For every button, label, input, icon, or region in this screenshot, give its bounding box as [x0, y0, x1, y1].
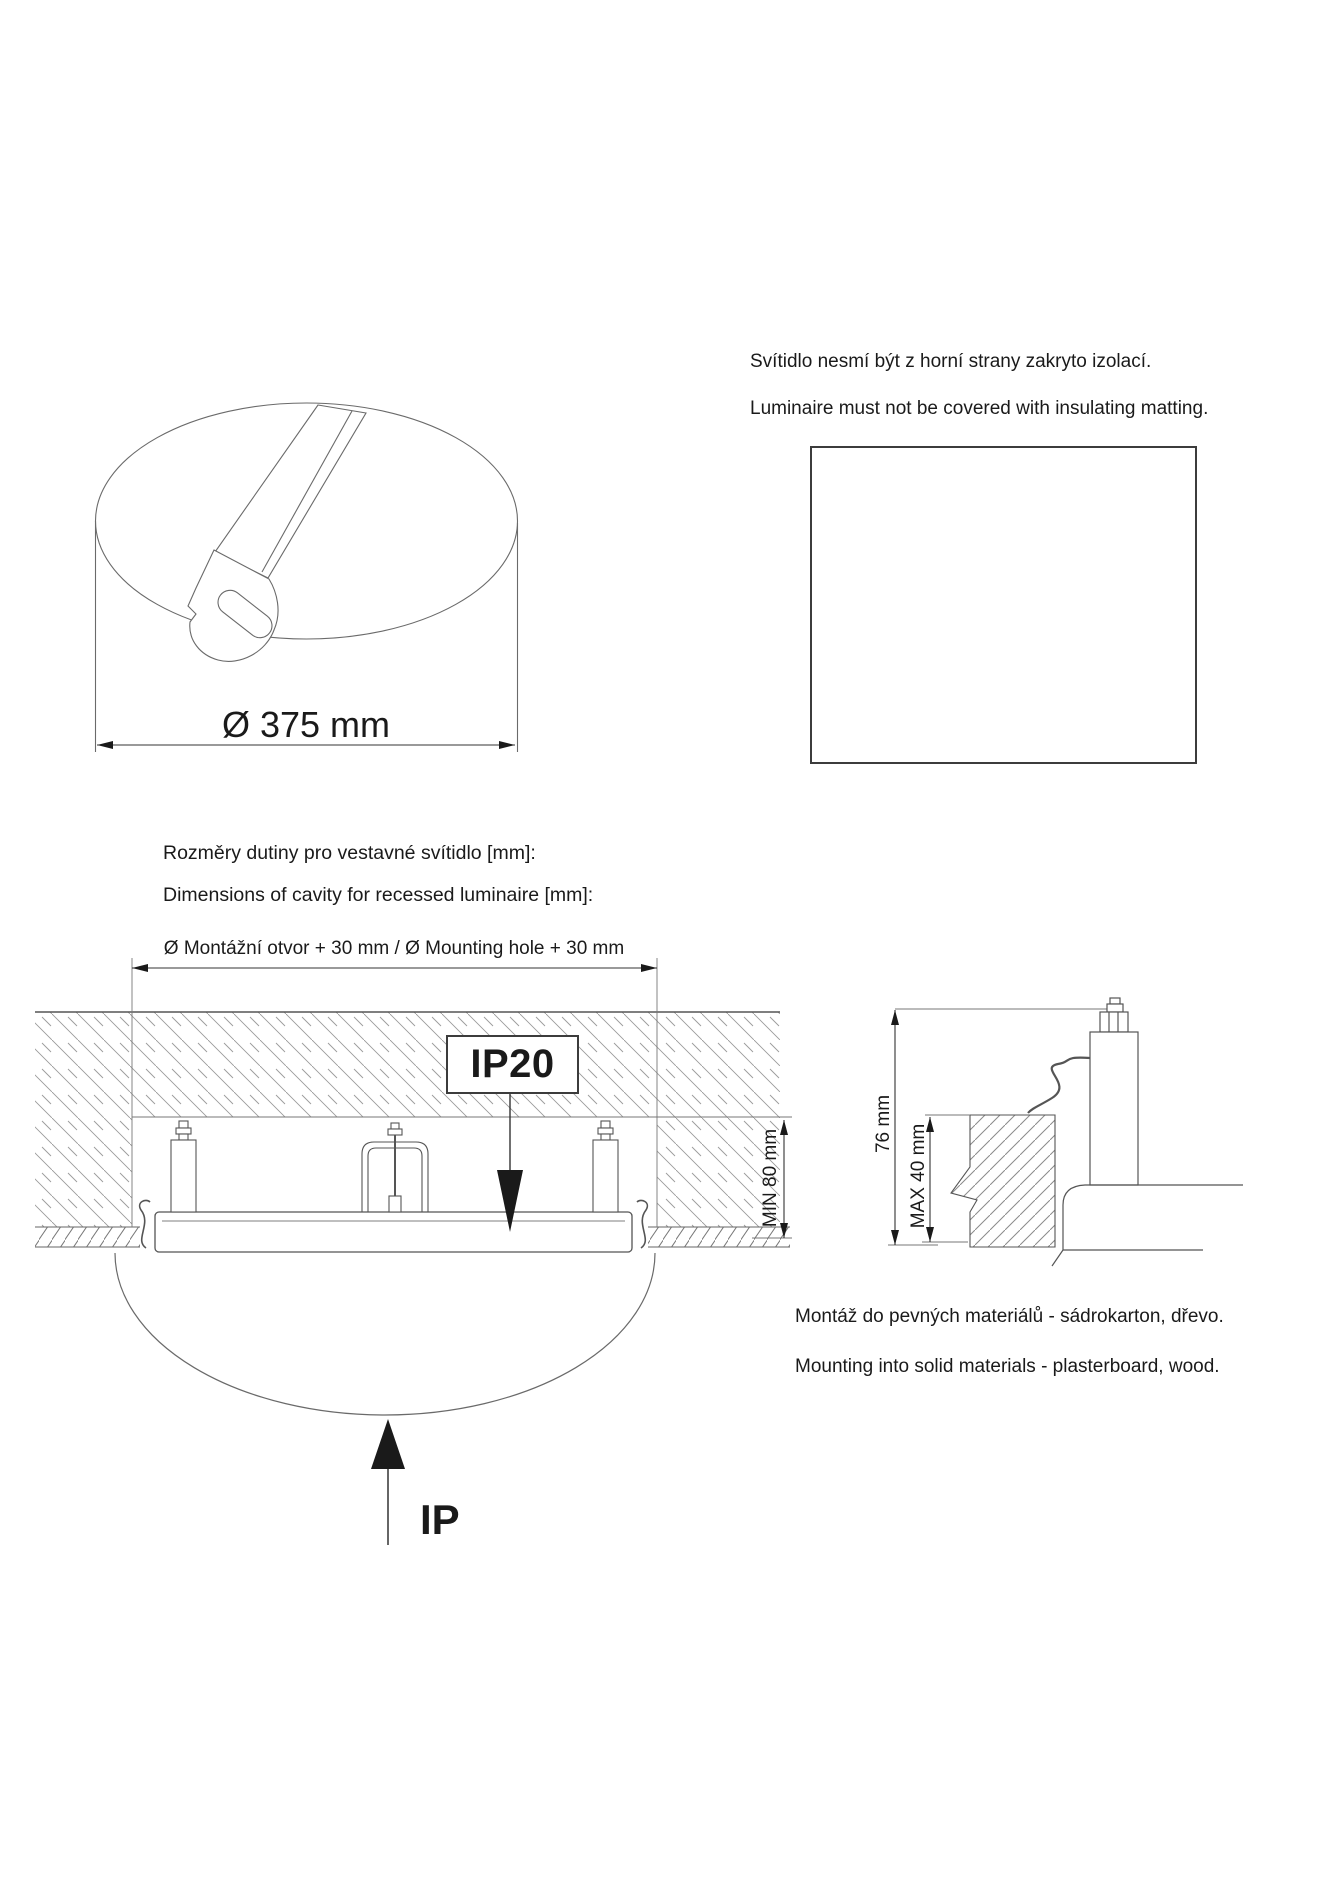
spring-clip-left [140, 1200, 150, 1248]
mounting-posts [171, 1121, 618, 1212]
mounting-hole-label: Ø Montážní otvor + 30 mm / Ø Mounting hole + 30 mm [163, 938, 625, 959]
cavity-heading-czech: Rozměry dutiny pro vestavné svítidlo [mm]: [163, 842, 536, 864]
side-mount-detail-drawing [888, 998, 1243, 1266]
ip-arrow-icon [371, 1419, 405, 1545]
detail-height-label: 76 mm [873, 1094, 894, 1154]
mounting-note-english: Mounting into solid materials - plasterboard, wood. [795, 1356, 1220, 1377]
detail-thickness-label: MAX 40 mm [908, 1123, 929, 1229]
ip-arrow-label: IP [420, 1496, 460, 1543]
insulation-note-czech: Svítidlo nesmí být z horní strany zakryto izolací. [750, 351, 1152, 372]
min-depth-label: MIN 80 mm [760, 1128, 781, 1228]
mounting-note-czech: Montáž do pevných materiálů - sádrokarton, dřevo. [795, 1306, 1224, 1327]
spring-clip-right [637, 1200, 647, 1248]
detail-luminaire-edge [1052, 1185, 1243, 1266]
hole-saw-drawing [96, 403, 518, 752]
clamp-spring-arm [1028, 1058, 1090, 1113]
insulation-warning-box [810, 446, 1197, 764]
ip20-rating-badge: IP20 [446, 1035, 579, 1094]
cavity-heading-english: Dimensions of cavity for recessed luminaire [mm]: [163, 884, 594, 906]
clamp-post [1090, 998, 1138, 1185]
diffuser-dome [115, 1253, 655, 1415]
material-block [951, 1115, 1055, 1247]
cross-section-drawing [35, 958, 792, 1415]
saw-icon [188, 405, 366, 661]
hole-diameter-label: Ø 375 mm [221, 704, 391, 745]
luminaire-housing [155, 1212, 632, 1252]
insulation-note-english: Luminaire must not be covered with insulating matting. [750, 398, 1209, 419]
mounting-hole-dimension [132, 964, 657, 972]
